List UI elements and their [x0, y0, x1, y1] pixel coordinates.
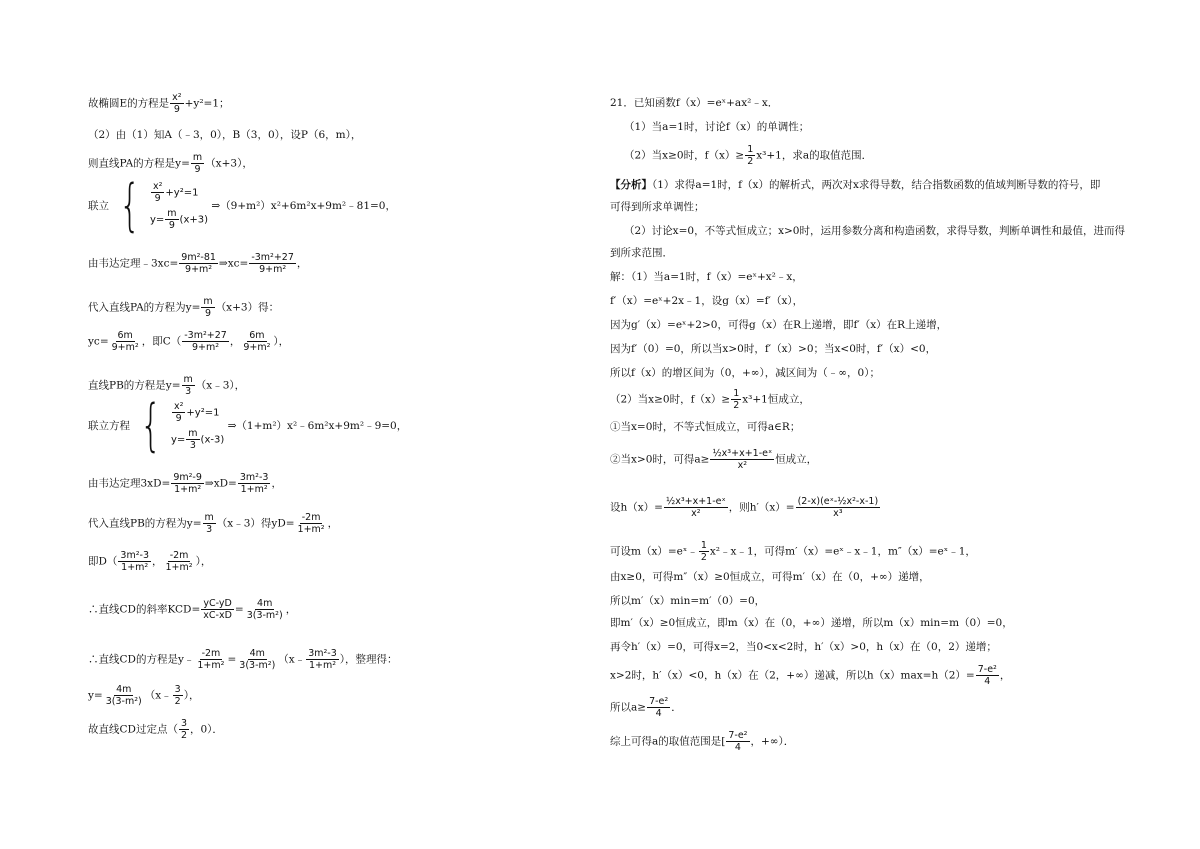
solution-line-4: 因为f′（0）=0，所以当x>0时，f′（x）>0；当x<0时，f′（x）<0，: [610, 343, 937, 355]
fraction: $\frac{\text{x²}}{9}$: [152, 181, 163, 204]
substitute-pb-line: 代入直线PB的方程为y= $\frac{m}{3}$ （x﹣3）得yD= $\frac{-2m}{\text{1+m²}}$ ，: [88, 512, 339, 535]
ellipse-equation-line: 故椭圆E的方程是 $\frac{\text{x²}}{9}$ +y²=1；: [88, 92, 230, 115]
fraction: $\frac{-2m}{\text{1+m²}}$: [297, 512, 325, 535]
slope-cd-line: ∴直线CD的斜率KCD= $\frac{yC-yD}{xC-xD}$ = $\frac{4m}{\text{3(3-m²)}}$ ，: [88, 598, 297, 621]
fraction: $\frac{\text{x²}}{9}$: [173, 401, 184, 424]
analysis-line-3: （2）讨论x=0，不等式恒成立；x>0时，运用参数分离和构造函数，求得导数，判断单调性和最值，进而得: [624, 225, 1125, 237]
line-cd-equation: ∴直线CD的方程是y﹣ $\frac{-2m}{\text{1+m²}}$ = $\frac{4m}{\text{3(3-m²)}}$ （x﹣ $\frac{\text{3m²-3}}{\text{1+m²}}$ ），整理得：: [88, 648, 398, 671]
fraction: $\frac{6m}{\text{9+m²}}$: [243, 330, 271, 353]
system-pb: 联立方程 { $\frac{\text{x²}}{9}$ +y²=1 y= $\frac{m}{3}$ (x-3) ⇒（1+m²）x²﹣6m²x+9m²﹣9=0，: [88, 393, 408, 458]
solution-line-2: f′（x）=eˣ+2x﹣1，设g（x）=f′（x），: [610, 295, 804, 307]
fraction: $\frac{m}{3}$: [204, 512, 214, 535]
part2-intro-line: （2）由（1）知A（﹣3，0），B（3，0），设P（6，m），: [88, 129, 362, 141]
solution-line-5: 所以f（x）的增区间为（0，+∞），减区间为（﹣∞，0）；: [610, 367, 880, 379]
solution-line-16: 所以a≥ $\frac{\text{7-e²}}{4}$ ．: [610, 696, 682, 719]
substitute-pa-line: 代入直线PA的方程为y= $\frac{m}{9}$ （x+3）得：: [88, 296, 280, 319]
fraction: $\frac{-2m}{\text{1+m²}}$: [197, 648, 225, 671]
analysis-line-1: 【分析】（1）求得a=1时，f（x）的解析式，两次对x求得导数，结合指数函数的值域判断导数的符号，即: [610, 179, 1101, 191]
line-pb-equation: 直线PB的方程是y= $\frac{m}{3}$ （x﹣3），: [88, 374, 246, 397]
problem-21-title: 21．已知函数f（x）=eˣ+ax²﹣x．: [610, 97, 779, 109]
solution-line-9: 设h（x）= $\frac{\text{½x³+x+1-eˣ}}{\text{x²}}$ ，则h′（x）= $\frac{\text{(2-x)(eˣ-½x²-x-1)}}{\text{x³}}$: [610, 496, 879, 519]
solution-line-8: ②当x>0时，可得a≥ $\frac{\text{½x³+x+1-eˣ}}{\text{x²}}$ 恒成立，: [610, 448, 818, 471]
solution-line-13: 即m′（x）≥0恒成立，即m（x）在（0，+∞）递增，所以m（x）min=m（0）=0，: [610, 617, 1013, 629]
vieta-pa-line: 由韦达定理﹣3xc= $\frac{\text{9m²-81}}{\text{9+m²}}$ ⇒xc= $\frac{\text{-3m²+27}}{\text{9+m²}}$ ，: [88, 252, 308, 275]
left-brace: {: [140, 393, 162, 458]
point-d-line: 即D（ $\frac{\text{3m²-3}}{\text{1+m²}}$ ， $\frac{-2m}{\text{1+m²}}$ ），: [88, 550, 212, 573]
vieta-pb-line: 由韦达定理3xD= $\frac{\text{9m²-9}}{\text{1+m²}}$ ⇒xD= $\frac{\text{3m²-3}}{\text{1+m²}}$ ，: [88, 472, 282, 495]
analysis-line-2: 可得到所求单调性；: [610, 201, 705, 213]
fraction: $\frac{\text{9m²-9}}{\text{1+m²}}$: [173, 472, 202, 495]
fraction: $\frac{3}{2}$: [180, 718, 187, 741]
fraction: $\frac{\text{½x³+x+1-eˣ}}{\text{x²}}$: [665, 496, 726, 519]
fraction: $\frac{1}{2}$: [700, 540, 707, 563]
solution-conclusion: 综上可得a的取值范围是[ $\frac{\text{7-e²}}{4}$ ，+∞）．: [610, 730, 795, 753]
analysis-line-4: 到所求范围．: [610, 247, 673, 259]
fraction: $\frac{4m}{\text{3(3-m²)}}$: [105, 684, 142, 707]
solution-line-6: （2）当x≥0时，f（x）≥ $\frac{1}{2}$ x³+1恒成立，: [610, 388, 810, 411]
problem-21-part2: （2）当x≥0时，f（x）≥ $\frac{1}{2}$ x³+1，求a的取值范围．: [624, 144, 873, 167]
fraction: $\frac{\text{9m²-81}}{\text{9+m²}}$: [181, 252, 216, 275]
fraction: $\frac{\text{3m²-3}}{\text{1+m²}}$: [239, 472, 269, 495]
fraction: $\frac{\text{7-e²}}{4}$: [977, 664, 997, 687]
fraction: $\frac{\text{3m²-3}}{\text{1+m²}}$: [308, 648, 337, 671]
solution-line-14: 再令h′（x）=0，可得x=2，当0<x<2时，h′（x）>0，h（x）在（0，2）递增；: [610, 641, 997, 653]
fraction: $\frac{-2m}{\text{1+m²}}$: [165, 550, 193, 573]
problem-21-part1: （1）当a=1时，讨论f（x）的单调性；: [624, 121, 810, 133]
solution-line-3: 因为g′（x）=eˣ+2>0，可得g（x）在R上递增，即f′（x）在R上递增，: [610, 319, 948, 331]
fraction: $\frac{m}{9}$: [192, 152, 203, 175]
solution-line-7: ①当x=0时，不等式恒成立，可得a∈R；: [610, 421, 801, 433]
fraction: $\frac{m}{3}$: [183, 374, 193, 397]
fraction: $\frac{\text{7-e²}}{4}$: [728, 730, 748, 753]
left-brace: {: [119, 173, 141, 238]
solution-line-11: 由x≥0，可得m″（x）≥0恒成立，可得m′（x）在（0，+∞）递增，: [610, 571, 930, 583]
fraction: $\frac{\text{7-e²}}{4}$: [649, 696, 669, 719]
fraction: $\frac{\text{½x³+x+1-eˣ}}{\text{x²}}$: [712, 448, 773, 471]
fraction: $\frac{1}{2}$: [747, 144, 754, 167]
fraction: $\frac{\text{(2-x)(eˣ-½x²-x-1)}}{\text{x³}}$: [797, 496, 879, 519]
fraction: $\frac{m}{3}$: [188, 428, 198, 451]
fraction: $\frac{1}{2}$: [733, 388, 740, 411]
fraction: $\frac{6m}{\text{9+m²}}$: [111, 330, 139, 353]
system-pa: 联立 { $\frac{\text{x²}}{9}$ +y²=1 y= $\frac{m}{9}$ (x+3) ⇒（9+m²）x²+6m²x+9m²﹣81=0，: [88, 173, 396, 238]
fixed-point-line: 故直线CD过定点（ $\frac{3}{2}$ ，0）．: [88, 718, 223, 741]
fraction: $\frac{\text{-3m²+27}}{\text{9+m²}}$: [251, 252, 294, 275]
solution-line-15: x>2时，h′（x）<0，h（x）在（2，+∞）递减，所以h（x）max=h（2）= $\frac{\text{7-e²}}{4}$ ，: [610, 664, 1011, 687]
fraction: $\frac{yC-yD}{xC-xD}$: [203, 598, 232, 621]
fraction: $\frac{m}{9}$: [203, 296, 213, 319]
line-pa-equation: 则直线PA的方程是y= $\frac{m}{9}$ （x+3），: [88, 152, 253, 175]
simplified-cd-line: y= $\frac{4m}{\text{3(3-m²)}}$ （x﹣ $\frac{3}{2}$ ），: [88, 684, 200, 707]
fraction: $\frac{\text{-3m²+27}}{\text{9+m²}}$: [184, 330, 227, 353]
fraction: $\frac{4m}{\text{3(3-m²)}}$: [246, 598, 283, 621]
fraction: $\frac{4m}{\text{3(3-m²)}}$: [239, 648, 276, 671]
fraction: $\frac{m}{9}$: [167, 208, 177, 231]
point-c-line: yc= $\frac{6m}{\text{9+m²}}$ ，即C（ $\frac{\text{-3m²+27}}{\text{9+m²}}$ ， $\frac{6m}{\text{9+m²}}$ ），: [88, 330, 290, 353]
solution-line-12: 所以m′（x）min=m′（0）=0，: [610, 595, 766, 607]
solution-line-1: 解：（1）当a=1时，f（x）=eˣ+x²﹣x，: [610, 271, 803, 283]
fraction: $\frac{3}{2}$: [174, 684, 181, 707]
fraction: $\frac{\text{3m²-3}}{\text{1+m²}}$: [120, 550, 150, 573]
solution-line-10: 可设m（x）=eˣ﹣ $\frac{1}{2}$ x²﹣x﹣1，可得m′（x）=eˣ﹣x﹣1，m″（x）=eˣ﹣1，: [610, 540, 976, 563]
fraction: $\frac{\text{x²}}{9}$: [172, 92, 182, 115]
